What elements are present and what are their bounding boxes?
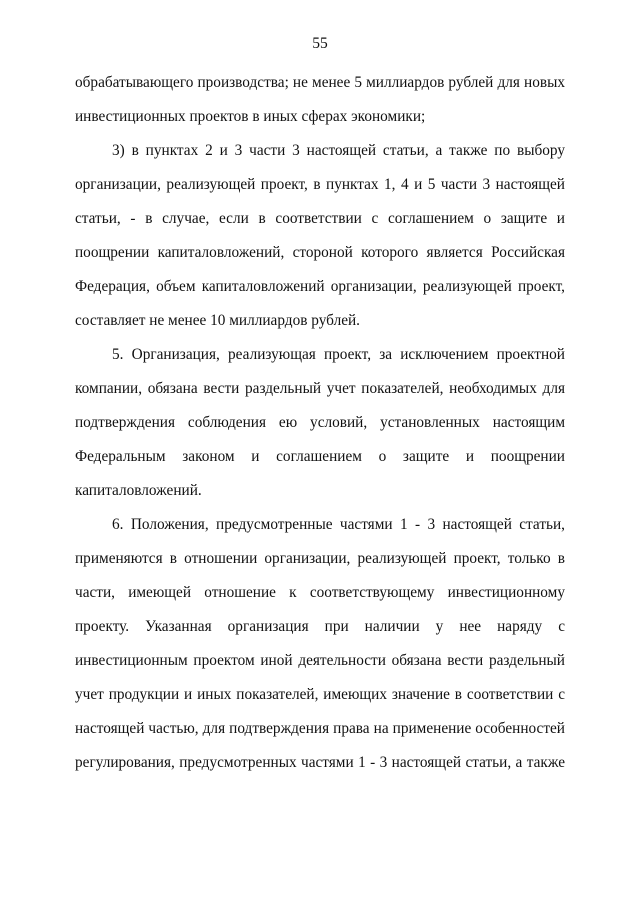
text-line: поощрении капиталовложений, стороной которого является Российская	[75, 244, 565, 261]
text-line: инвестиционных проектов в иных сферах экономики;	[75, 108, 426, 125]
text-line: статьи, - в случае, если в соответствии с соглашением о защите и	[75, 210, 565, 227]
text-line: Федерация, объем капиталовложений организации, реализующей проект,	[75, 278, 565, 295]
text-line: составляет не менее 10 миллиардов рублей.	[75, 312, 361, 329]
text-line: подтверждения соблюдения ею условий, установленных настоящим	[75, 414, 565, 431]
text-line: 5. Организация, реализующая проект, за исключением проектной	[112, 346, 565, 363]
text-line: 6. Положения, предусмотренные частями 1 - 3 настоящей статьи,	[112, 516, 565, 533]
text-line: организации, реализующей проект, в пунктах 1, 4 и 5 части 3 настоящей	[75, 176, 565, 193]
page-number: 55	[312, 35, 328, 52]
text-line: Федеральным законом и соглашением о защите и поощрении	[75, 448, 565, 465]
text-line: учет продукции и иных показателей, имеющих значение в соответствии с	[75, 686, 565, 703]
text-line: части, имеющей отношение к соответствующему инвестиционному	[75, 584, 565, 601]
text-line: применяются в отношении организации, реализующей проект, только в	[75, 550, 565, 567]
text-line: 3) в пунктах 2 и 3 части 3 настоящей статьи, а также по выбору	[112, 142, 565, 159]
text-line: капиталовложений.	[75, 482, 202, 499]
text-line: регулирования, предусмотренных частями 1 - 3 настоящей статьи, а также	[75, 754, 565, 771]
body-text	[75, 66, 565, 780]
text-line: обрабатывающего производства; не менее 5 миллиардов рублей для новых	[75, 74, 565, 91]
text-line: инвестиционным проектом иной деятельности обязана вести раздельный	[75, 652, 565, 669]
text-line: настоящей частью, для подтверждения права на применение особенностей	[75, 720, 565, 737]
text-line: компании, обязана вести раздельный учет показателей, необходимых для	[75, 380, 565, 397]
text-line: проекту. Указанная организация при наличии у нее наряду с	[75, 618, 565, 635]
